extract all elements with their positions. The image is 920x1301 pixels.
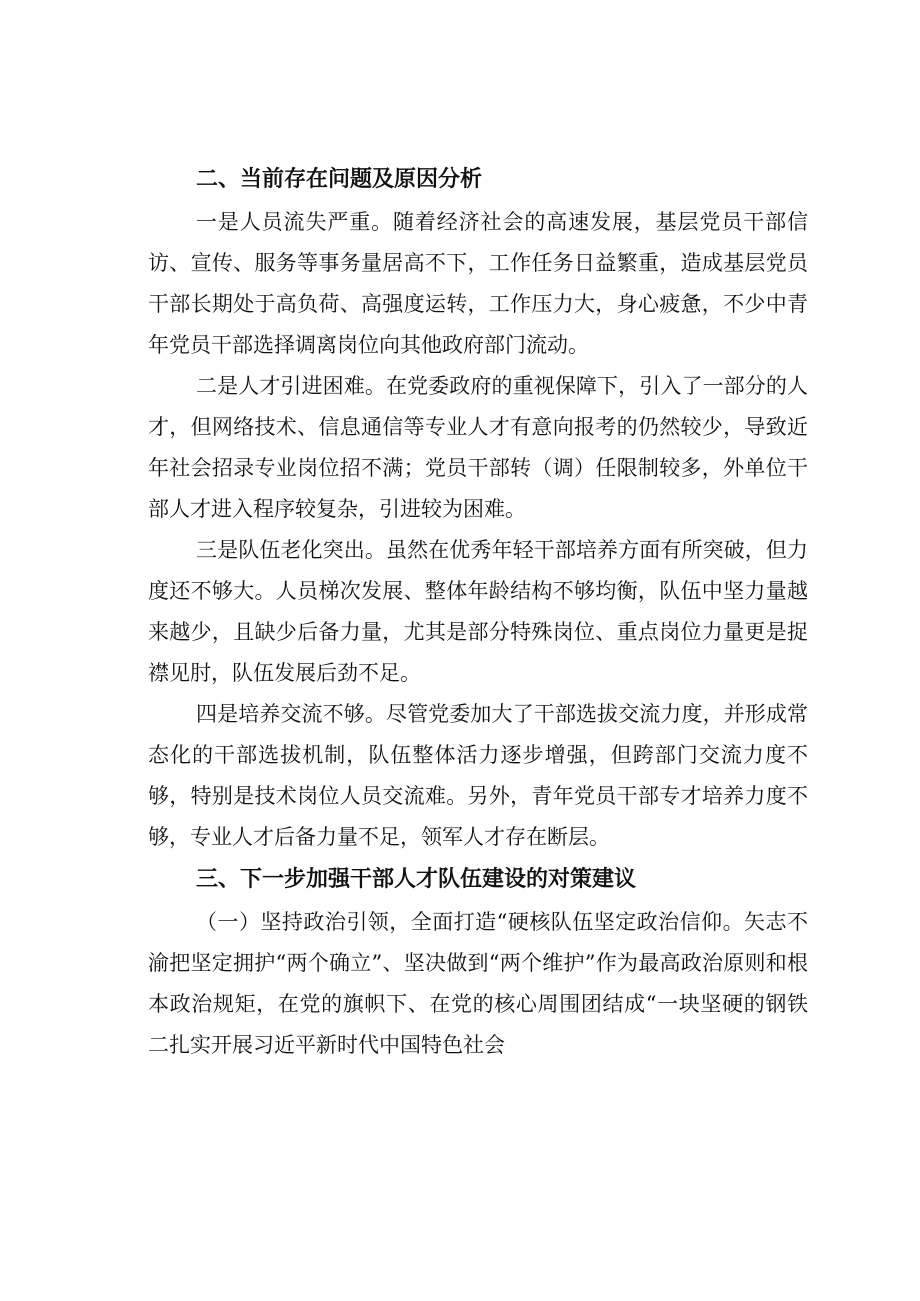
paragraph-political-guidance: （一）坚持政治引领，全面打造“硬核队伍坚定政治信仰。矢志不渝把坚定拥护“两个确立”、坚决做到“两个维护”作为最高政治原则和根本政治规矩，在党的旗帜下、在党的核心周围团结成“一块坚硬的钢铁二扎实开展习近平新时代中国特色社会 bbox=[148, 910, 808, 1057]
section-heading-problems: 二、当前存在问题及原因分析 bbox=[196, 167, 483, 192]
document-body bbox=[148, 158, 808, 1066]
section-heading-suggestions: 三、下一步加强干部人才队伍建设的对策建议 bbox=[196, 867, 637, 892]
paragraph-training-exchange: 四是培养交流不够。尽管党委加大了干部选拔交流力度，并形成常态化的干部选拔机制，队伍整体活力逐步增强，但跨部门交流力度不够，特别是技术岗位人员交流难。另外，青年党员干部专才培养力度不够，专业人才后备力量不足，领军人才存在断层。 bbox=[148, 702, 808, 849]
paragraph-talent-recruitment: 二是人才引进困难。在党委政府的重视保障下，引入了一部分的人才，但网络技术、信息通信等专业人才有意向报考的仍然较少，导致近年社会招录专业岗位招不满；党员干部转（调）任限制较多，外单位干部人才进入程序较复杂，引进较为困难。 bbox=[148, 374, 808, 521]
paragraph-staff-loss: 一是人员流失严重。随着经济社会的高速发展，基层党员干部信访、宣传、服务等事务量居高不下，工作任务日益繁重，造成基层党员干部长期处于高负荷、高强度运转，工作压力大，身心疲惫，不少中青年党员干部选择调离岗位向其他政府部门流动。 bbox=[148, 210, 808, 357]
paragraph-team-aging: 三是队伍老化突出。虽然在优秀年轻干部培养方面有所突破，但力度还不够大。人员梯次发展、整体年龄结构不够均衡，队伍中坚力量越来越少，且缺少后备力量，尤其是部分特殊岗位、重点岗位力量更是捉襟见肘，队伍发展后劲不足。 bbox=[148, 538, 808, 685]
